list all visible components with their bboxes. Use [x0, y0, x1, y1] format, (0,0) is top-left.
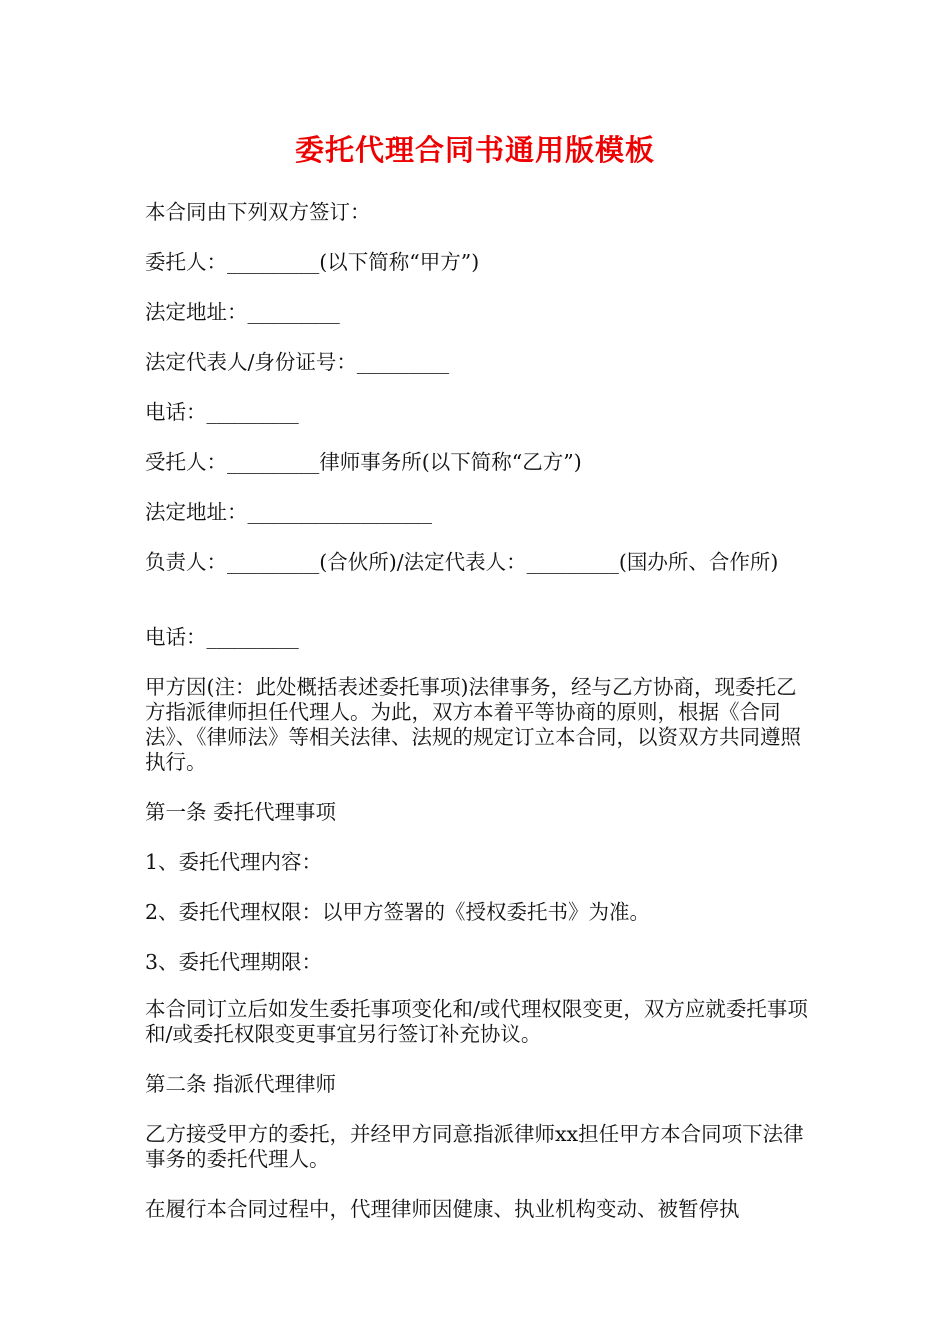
article-1-item-2: 2、委托代理权限：以甲方签署的《授权委托书》为准。 [145, 900, 651, 924]
paragraph-agent: 受托人：_________律师事务所(以下简称“乙方”) [145, 450, 582, 474]
article-1-item-1: 1、委托代理内容： [145, 850, 323, 874]
document-title: 委托代理合同书通用版模板 [294, 133, 655, 167]
paragraph-principal-address: 法定地址：_________ [145, 300, 340, 324]
paragraph-preamble: 甲方因(注：此处概括表述委托事项)法律事务，经与乙方协商，现委托乙方指派律师担任代理人。为此，双方本着平等协商的原则，根据《合同法》、《律师法》等相关法律、法规的规定订立本合同，以资双方共同遵照执行。 [145, 675, 801, 774]
article-2-performance: 在履行本合同过程中，代理律师因健康、执业机构变动、被暂停执 [145, 1197, 740, 1221]
article-2-assignment: 乙方接受甲方的委托，并经甲方同意指派律师xx担任甲方本合同项下法律事务的委托代理人。 [145, 1122, 804, 1171]
paragraph-principal-representative: 法定代表人/身份证号：_________ [145, 350, 450, 374]
article-2-heading: 第二条 指派代理律师 [145, 1072, 337, 1096]
article-1-item-3: 3、委托代理期限： [145, 950, 323, 974]
paragraph-intro: 本合同由下列双方签订： [145, 200, 371, 224]
article-1-heading: 第一条 委托代理事项 [145, 800, 337, 824]
article-1-change-clause: 本合同订立后如发生委托事项变化和/或代理权限变更，双方应就委托事项和/或委托权限变更事宜另行签订补充协议。 [145, 997, 808, 1046]
paragraph-principal-phone: 电话：_________ [145, 400, 299, 424]
paragraph-agent-phone: 电话：_________ [145, 625, 299, 649]
paragraph-agent-address: 法定地址：__________________ [145, 500, 432, 524]
paragraph-agent-responsible: 负责人：_________(合伙所)/法定代表人：_________(国办所、合作所) [145, 550, 779, 574]
paragraph-principal: 委托人：_________(以下简称“甲方”) [145, 250, 480, 274]
